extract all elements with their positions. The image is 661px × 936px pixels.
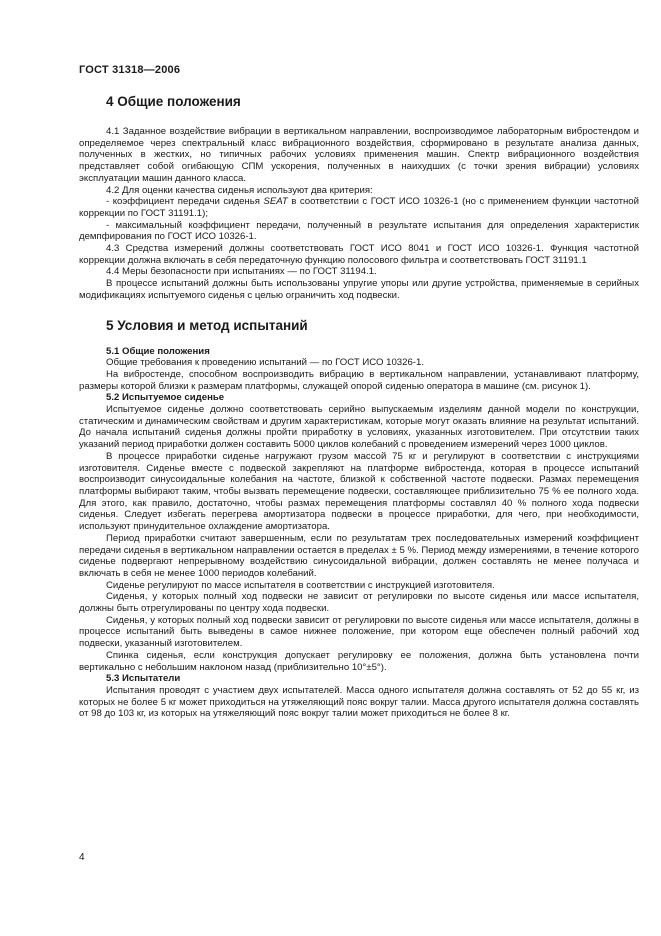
section-4-title: 4 Общие положения <box>106 94 241 109</box>
subsection-5-2-title: 5.2 Испытуемое сиденье <box>106 392 225 404</box>
document-body <box>79 94 639 720</box>
criterion-1-emphasis: SEAT <box>263 196 288 208</box>
paragraph-4-4-note: В процессе испытаний должны быть использованы упругие упоры или другие устройства, применяемые в серийных модификациях испытуемого сиденья с целью ограничить ход подвески. <box>79 278 639 301</box>
paragraph-4-1: 4.1 Заданное воздействие вибрации в вертикальном направлении, воспроизводимое лабораторным вибростендом и определяемое через спектральный класс вибрационного воздействия, сформировано в результате анализа данных, полученных в жестких, но типичных рабочих условиях применения машин. Спектр вибрационного воздействия представляет собой огибающую СПМ ускорения, полученных в наихудших (с точки зрения вибрации) условиях эксплуатации машин данного класса. <box>79 126 639 184</box>
paragraph-5-2-e: Сиденья, у которых полный ход подвески не зависит от регулировки по высоте сиденья или массе испытателя, должны быть отрегулированы по центру хода подвески. <box>79 591 639 615</box>
subsection-5-3-title: 5.3 Испытатели <box>106 673 181 685</box>
criterion-1-text-b: в соответствии с ГОСТ ИСО 10326-1 (но с применением функции частотной коррекции по ГОСТ 31191.1); <box>79 196 639 219</box>
paragraph-5-3-a: Испытания проводят с участием двух испытателей. Масса одного испытателя должна составлять от 52 до 55 кг, из которых не более 5 кг может приходиться на утяжеляющий пояс вокруг талии. Масса другого испытателя должна составлять от 98 до 103 кг, из которых на утяжеляющий пояс вокруг талии может приходиться не более 8 кг. <box>79 684 639 720</box>
page-number: 4 <box>79 852 85 863</box>
paragraph-4-2: 4.2 Для оценки качества сиденья используют два критерия: <box>106 184 373 196</box>
criterion-1 <box>79 196 639 219</box>
paragraph-5-2-d: Сиденье регулируют по массе испытателя в соответствии с инструкцией изготовителя. <box>106 579 495 591</box>
paragraph-4-4: 4.4 Меры безопасности при испытаниях — по ГОСТ 31194.1. <box>106 266 377 278</box>
criterion-2: - максимальный коэффициент передачи, полученный в результате испытания для определения характеристик демпфирования по ГОСТ ИСО 10326-1. <box>79 219 639 243</box>
paragraph-5-2-b: В процессе приработки сиденье нагружают грузом массой 75 кг и регулируют в соответствии с инструкциями изготовителя. Сиденье вместе с подвеской закрепляют на платформе вибростенда, которая в процессе испытаний воспроизводит синусоидальные колебания на частоте, близкой к собственной частоте подвески. Размах перемещения платформы выбирают таким, чтобы вызвать перемещение подвески, составляющее приблизительно 75 % ее полного хода. Для этого, как правило, достаточно, чтобы размах перемещения платформы составлял 40 % полного хода подвески сиденья. Следует избегать перегрева амортизатора подвески в процессе приработки, для чего, при необходимости, используют принудительное охлаждение амортизатора. <box>79 450 639 533</box>
document-header: ГОСТ 31318—2006 <box>79 64 181 76</box>
criterion-1-text-a: - коэффициент передачи сиденья <box>106 196 264 208</box>
paragraph-5-1-a: Общие требования к проведению испытаний — по ГОСТ ИСО 10326-1. <box>106 357 425 369</box>
section-5-title: 5 Условия и метод испытаний <box>106 317 308 333</box>
subsection-5-1-title: 5.1 Общие положения <box>106 345 210 357</box>
paragraph-5-2-a: Испытуемое сиденье должно соответствовать серийно выпускаемым изделиям данной модели по конструкции, статическим и динамическим свойствам и другим характеристикам, которые могут оказать влияние на результат испытаний. До начала испытаний сиденья должны пройти приработку в условиях, указанных изготовителем. При отсутствии таких указаний период приработки должен составить 5000 циклов колебаний с проведением измерений через 1000 циклов. <box>79 404 639 451</box>
paragraph-5-2-f: Сиденья, у которых полный ход подвески зависит от регулировки по высоте сиденья или массе испытателя, должны в процессе испытаний быть выведены в самое нижнее положение, при котором еще обеспечен полный рабочий ход подвески, указанный изготовителем. <box>79 614 639 650</box>
paragraph-5-2-g: Спинка сиденья, если конструкция допускает регулировку ее положения, должна быть установлена почти вертикально с небольшим наклоном назад (приблизительно 10°±5°). <box>79 649 639 673</box>
paragraph-5-1-b: На вибростенде, способном воспроизводить вибрацию в вертикальном направлении, устанавливают платформу, размеры которой близки к размерам платформы, служащей опорой сиденью оператора в машине (см. рисунок 1). <box>79 368 639 392</box>
paragraph-4-3: 4.3 Средства измерений должны соответствовать ГОСТ ИСО 8041 и ГОСТ ИСО 10326-1. Функция частотной коррекции должна включать в себя передаточную функцию полосового фильтра и соответствовать ГОСТ 31191.1 <box>79 243 639 266</box>
paragraph-5-2-c: Период приработки считают завершенным, если по результатам трех последовательных измерений коэффициент передачи сиденья в вертикальном направлении остается в пределах ± 5 %. Период между измерениями, в течение которого сиденье подвергают непрерывному воздействию синусоидальной вибрации, должен составлять не менее получаса и включать в себя не менее 1000 периодов колебаний. <box>79 532 639 579</box>
